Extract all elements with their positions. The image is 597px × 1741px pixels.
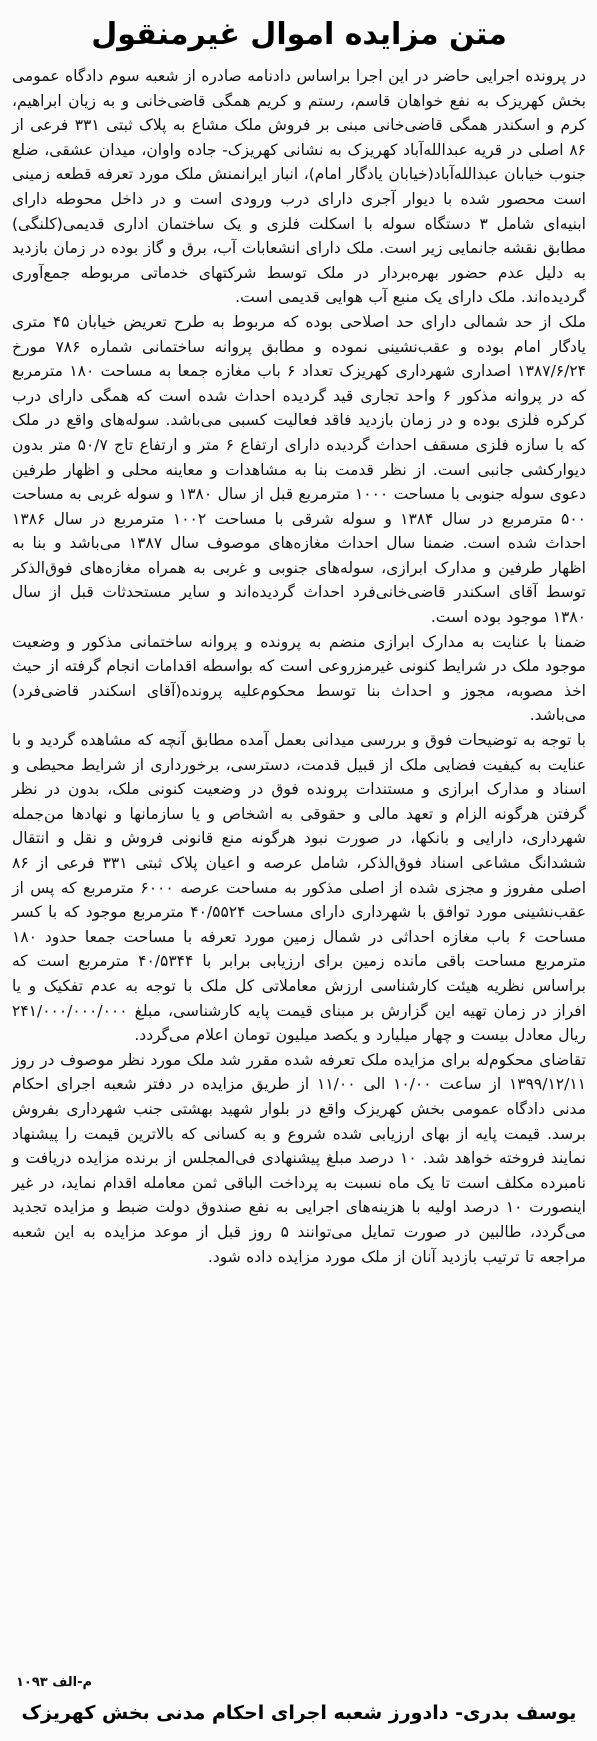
notice-paragraph-4: با توجه به توضیحات فوق و بررسی میدانی بعمل آمده مطابق آنچه که مشاهده گردید و با عنایت به کیفیت فضایی ملک از قبیل قدمت، دسترسی، برخورداری از شرایط محیطی و اسناد و مدارک ابرازی و مستندات پرونده فوق در وضعیت کنونی ملک، بدون در نظر گرفتن هرگونه الزام و تعهد مالی و حقوقی به اشخاص و یا سازمانها و نهادها من‌جمله شهرداری، دارایی و بانکها، در صورت نبود هرگونه منع قانونی فروش و نقل و انتقال ششدانگ مشاعی اسناد فوق‌الذکر، شامل عرصه و اعیان پلاک ثبتی ۳۳۱ فرعی از ۸۶ اصلی مفروز و مجزی شده از اصلی مذکور به مساحت عرصه ۶۰۰۰ مترمربع که پس از عقب‌نشینی مورد توافق با شهرداری دارای مساحت ۴۰/۵۵۲۴ مترمربع موجود که با کسر مساحت ۶ باب مغازه احداثی در شمال زمین مورد تعرفه با مساحت جمعا حدود ۱۸۰ مترمربع مساحت باقی مانده زمین برای ارزیابی برابر با ۴۰/۵۳۴۴ مترمربع است که براساس نظریه هیئت کارشناسی ارزش معاملاتی کل ملک با توجه به عدم تفکیک و یا افراز در زمان تهیه این گزارش بر مبنای قیمت پایه کارشناسی، مبلغ ۲۴۱/۰۰۰/۰۰۰/۰۰۰ ریال معادل بیست و چهار میلیارد و یکصد میلیون تومان اعلام می‌گردد. <box>12 731 587 1045</box>
reference-code: م-الف ۱۰۹۳ <box>16 1675 93 1690</box>
notice-paragraph-1: در پرونده اجرایی حاضر در این اجرا براساس دادنامه صادره از شعبه سوم دادگاه عمومی بخش کهریزک به نفع خواهان قاسم، رستم و کریم همگی قاضی‌خانی و به زیان ابراهیم، کرم و اسکندر همگی قاضی‌خانی مبنی بر فروش ملک مشاع به پلاک ثبتی ۳۳۱ فرعی از ۸۶ اصلی در قریه عبدالله‌آباد کهریزک به نشانی کهریزک- جاده واوان، میدان عشقی، ضلع جنوب خیابان عبدالله‌آباد(خیابان یادگار امام)، انبار ایرانمنش ملک مورد تعرفه قطعه زمینی است محصور شده با دیوار آجری دارای درب ورودی است و در داخل محوطه دارای ابنیه‌ای شامل ۳ دستگاه سوله با اسکلت فلزی و یک ساختمان اداری قدیمی(کلنگی) مطابق نقشه جانمایی زیر است. ملک دارای انشعابات آب، برق و گاز بوده در زمان بازدید به دلیل عدم حضور بهره‌بردار در ملک توسط شرکتهای خدماتی مربوطه جمع‌آوری گردیده‌اند. ملک دارای یک منبع آب هوایی قدیمی است. <box>12 67 586 307</box>
notice-paragraph-2: ملک از حد شمالی دارای حد اصلاحی بوده که مربوط به طرح تعریض خیابان ۴۵ متری یادگار امام بوده و عقب‌نشینی نموده و مطابق پروانه ساختمانی شماره ۷۸۶ مورخ ۱۳۸۷/۶/۲۴ اصداری شهرداری کهریزک تعداد ۶ باب مغازه جمعا به مساحت ۱۸۰ مترمربع که در پروانه مذکور ۶ واحد تجاری قید گردیده احداث شده است که همگی دارای درب کرکره فلزی بوده و در زمان بازدید فاقد فعالیت کسبی می‌باشد. سوله‌های واقع در ملک که با سازه فلزی مسقف احداث گردیده دارای ارتفاع ۶ متر و ارتفاع تاج ۵۰/۷ متر بدون دیوارکشی جانبی است. از نظر قدمت بنا به مشاهدات و معاینه محلی و اظهار طرفین دعوی سوله جنوبی با مساحت ۱۰۰۰ مترمربع قبل از سال ۱۳۸۰ و سوله غربی به مساحت ۵۰۰ مترمربع در سال ۱۳۸۴ و سوله شرقی با مساحت ۱۰۰۲ مترمربع در سال ۱۳۸۶ احداث شده است. ضمنا سال احداث مغازه‌های موصوف سال ۱۳۸۷ می‌باشد و بنا به اظهار طرفین و مدارک ابرازی، سوله‌های جنوبی و غربی به همراه مغازه‌های فوق‌الذکر توسط آقای اسکندر قاضی‌خانی‌فرد احداث گردیده‌اند و سایر مستحدثات قبل از سال ۱۳۸۰ موجود بوده است. <box>12 312 586 627</box>
notice-body <box>12 64 586 1269</box>
notice-title: متن مزایده اموال غیرمنقول <box>91 17 507 52</box>
notice-paragraph-3: ضمنا با عنایت به مدارک ابرازی منضم به پرونده و پروانه ساختمانی مذکور و وضعیت موجود ملک در شرایط کنونی غیرمزروعی است که بواسطه اقدامات انجام گرفته از حیث اخذ مصوبه، مجوز و احداث بنا توسط محکوم‌علیه پرونده(آقای اسکندر قاضی‌فرد) می‌باشد. <box>12 632 586 725</box>
signature-line: یوسف بدری- دادورز شعبه اجرای احکام مدنی بخش کهریزک <box>21 1702 577 1724</box>
notice-paragraph-5: تقاضای محکوم‌له برای مزایده ملک تعرفه شده مقرر شد ملک مورد نظر موصوف در روز ۱۳۹۹/۱۲/۱۱ از ساعت ۱۰/۰۰ الی ۱۱/۰۰ از طریق مزایده در دفتر شعبه اجرای احکام مدنی دادگاه عمومی بخش کهریزک واقع در بلوار شهید بهشتی جنب شهرداری بفروش برسد. قیمت پایه از بهای ارزیابی شده شروع و به کسانی که بالاترین قیمت را پیشنهاد نمایند فروخته خواهد شد. ۱۰ درصد مبلغ پیشنهادی فی‌المجلس از برنده مزایده دریافت و نامبرده مکلف است تا یک ماه نسبت به پرداخت الباقی ثمن معامله اقدام نماید، در غیر اینصورت ۱۰ درصد اولیه با هزینه‌های اجرایی به نفع صندوق دولت ضبط و مزایده تجدید می‌گردد، طالبین در صورت تمایل می‌توانند ۵ روز قبل از موعد مزایده به این شعبه مراجعه تا ترتیب بازدید آنان از ملک مورد مزایده داده شود. <box>12 1050 586 1266</box>
